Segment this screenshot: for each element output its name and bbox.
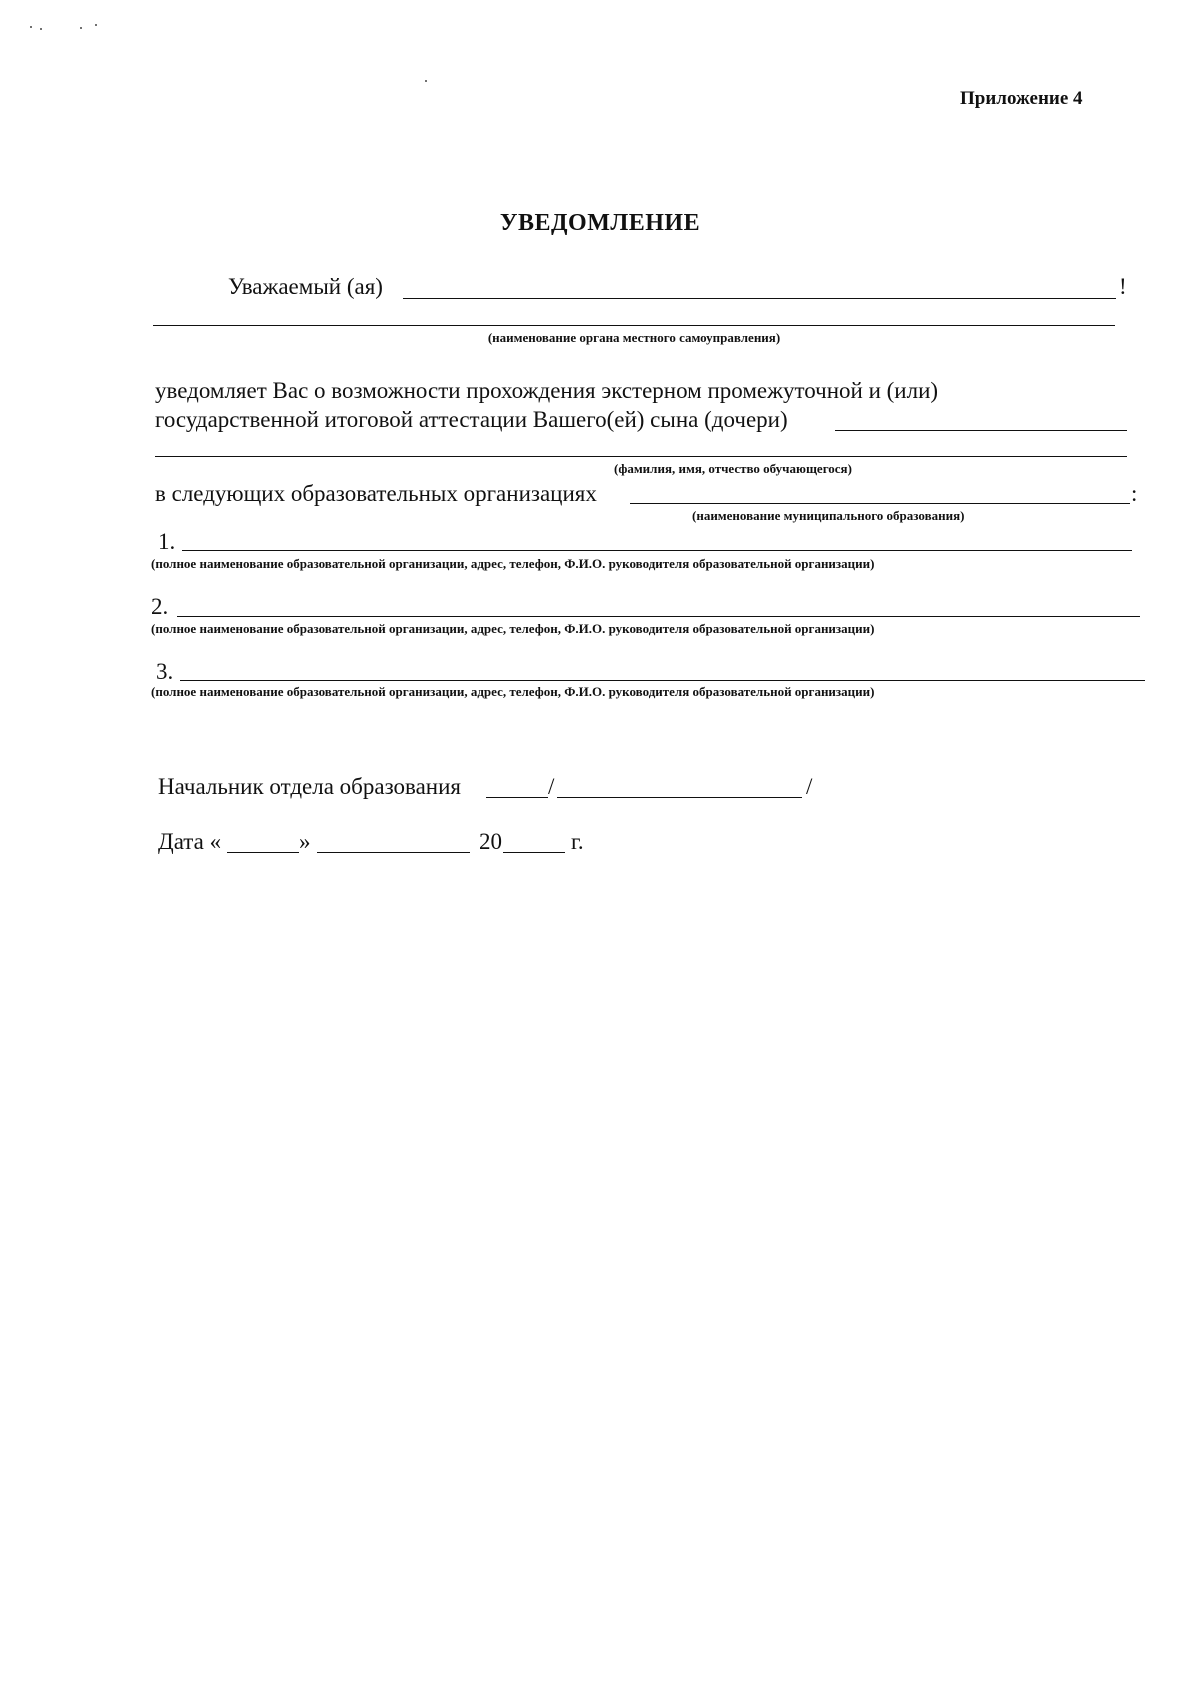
org-caption-3: (полное наименование образовательной организации, адрес, телефон, Ф.И.О. руководителя образовательной организации) xyxy=(151,684,875,699)
organ-name-field[interactable] xyxy=(153,325,1115,326)
municipal-caption: (наименование муниципального образования) xyxy=(692,508,965,523)
student-name-field-2[interactable] xyxy=(155,456,1127,457)
item-number-2: 2. xyxy=(151,594,169,619)
date-year-prefix: 20 xyxy=(479,829,502,854)
document-title: УВЕДОМЛЕНИЕ xyxy=(499,210,701,236)
organ-caption: (наименование органа местного самоуправления) xyxy=(487,330,781,345)
org-field-2[interactable] xyxy=(177,616,1140,617)
scan-speck xyxy=(80,27,82,29)
signature-field[interactable] xyxy=(486,797,548,798)
student-caption: (фамилия, имя, отчество обучающегося) xyxy=(614,461,852,476)
recipient-name-field[interactable] xyxy=(403,298,1116,299)
scan-speck xyxy=(40,28,42,30)
date-year-field[interactable] xyxy=(503,852,565,853)
date-close-quote: » xyxy=(299,829,311,854)
orgs-colon: : xyxy=(1131,481,1138,506)
item-number-3: 3. xyxy=(156,659,174,684)
org-caption-2: (полное наименование образовательной организации, адрес, телефон, Ф.И.О. руководителя образовательной организации) xyxy=(151,621,875,636)
municipal-name-field[interactable] xyxy=(630,503,1130,504)
orgs-label: в следующих образовательных организациях xyxy=(155,481,597,506)
appendix-label: Приложение 4 xyxy=(960,88,1083,109)
scan-speck xyxy=(30,26,32,28)
org-field-1[interactable] xyxy=(182,550,1132,551)
greeting-exclamation: ! xyxy=(1119,274,1127,299)
greeting-label: Уважаемый (ая) xyxy=(228,274,383,299)
date-label: Дата « xyxy=(158,829,222,854)
date-month-field[interactable] xyxy=(317,852,470,853)
signature-label: Начальник отдела образования xyxy=(158,774,461,799)
notify-line-2: государственной итоговой аттестации Вашего(ей) сына (дочери) xyxy=(155,407,788,432)
signature-slash-1: / xyxy=(548,774,555,799)
scan-speck xyxy=(95,24,97,26)
org-caption-1: (полное наименование образовательной организации, адрес, телефон, Ф.И.О. руководителя образовательной организации) xyxy=(151,556,875,571)
item-number-1: 1. xyxy=(158,529,176,554)
org-field-3[interactable] xyxy=(180,680,1145,681)
scan-speck xyxy=(425,80,427,82)
signature-name-field[interactable] xyxy=(557,797,802,798)
signature-slash-2: / xyxy=(806,774,813,799)
date-day-field[interactable] xyxy=(227,852,299,853)
notify-line-1: уведомляет Вас о возможности прохождения экстерном промежуточной и (или) xyxy=(155,378,939,403)
student-name-field-1[interactable] xyxy=(835,430,1127,431)
date-year-suffix: г. xyxy=(571,829,584,854)
